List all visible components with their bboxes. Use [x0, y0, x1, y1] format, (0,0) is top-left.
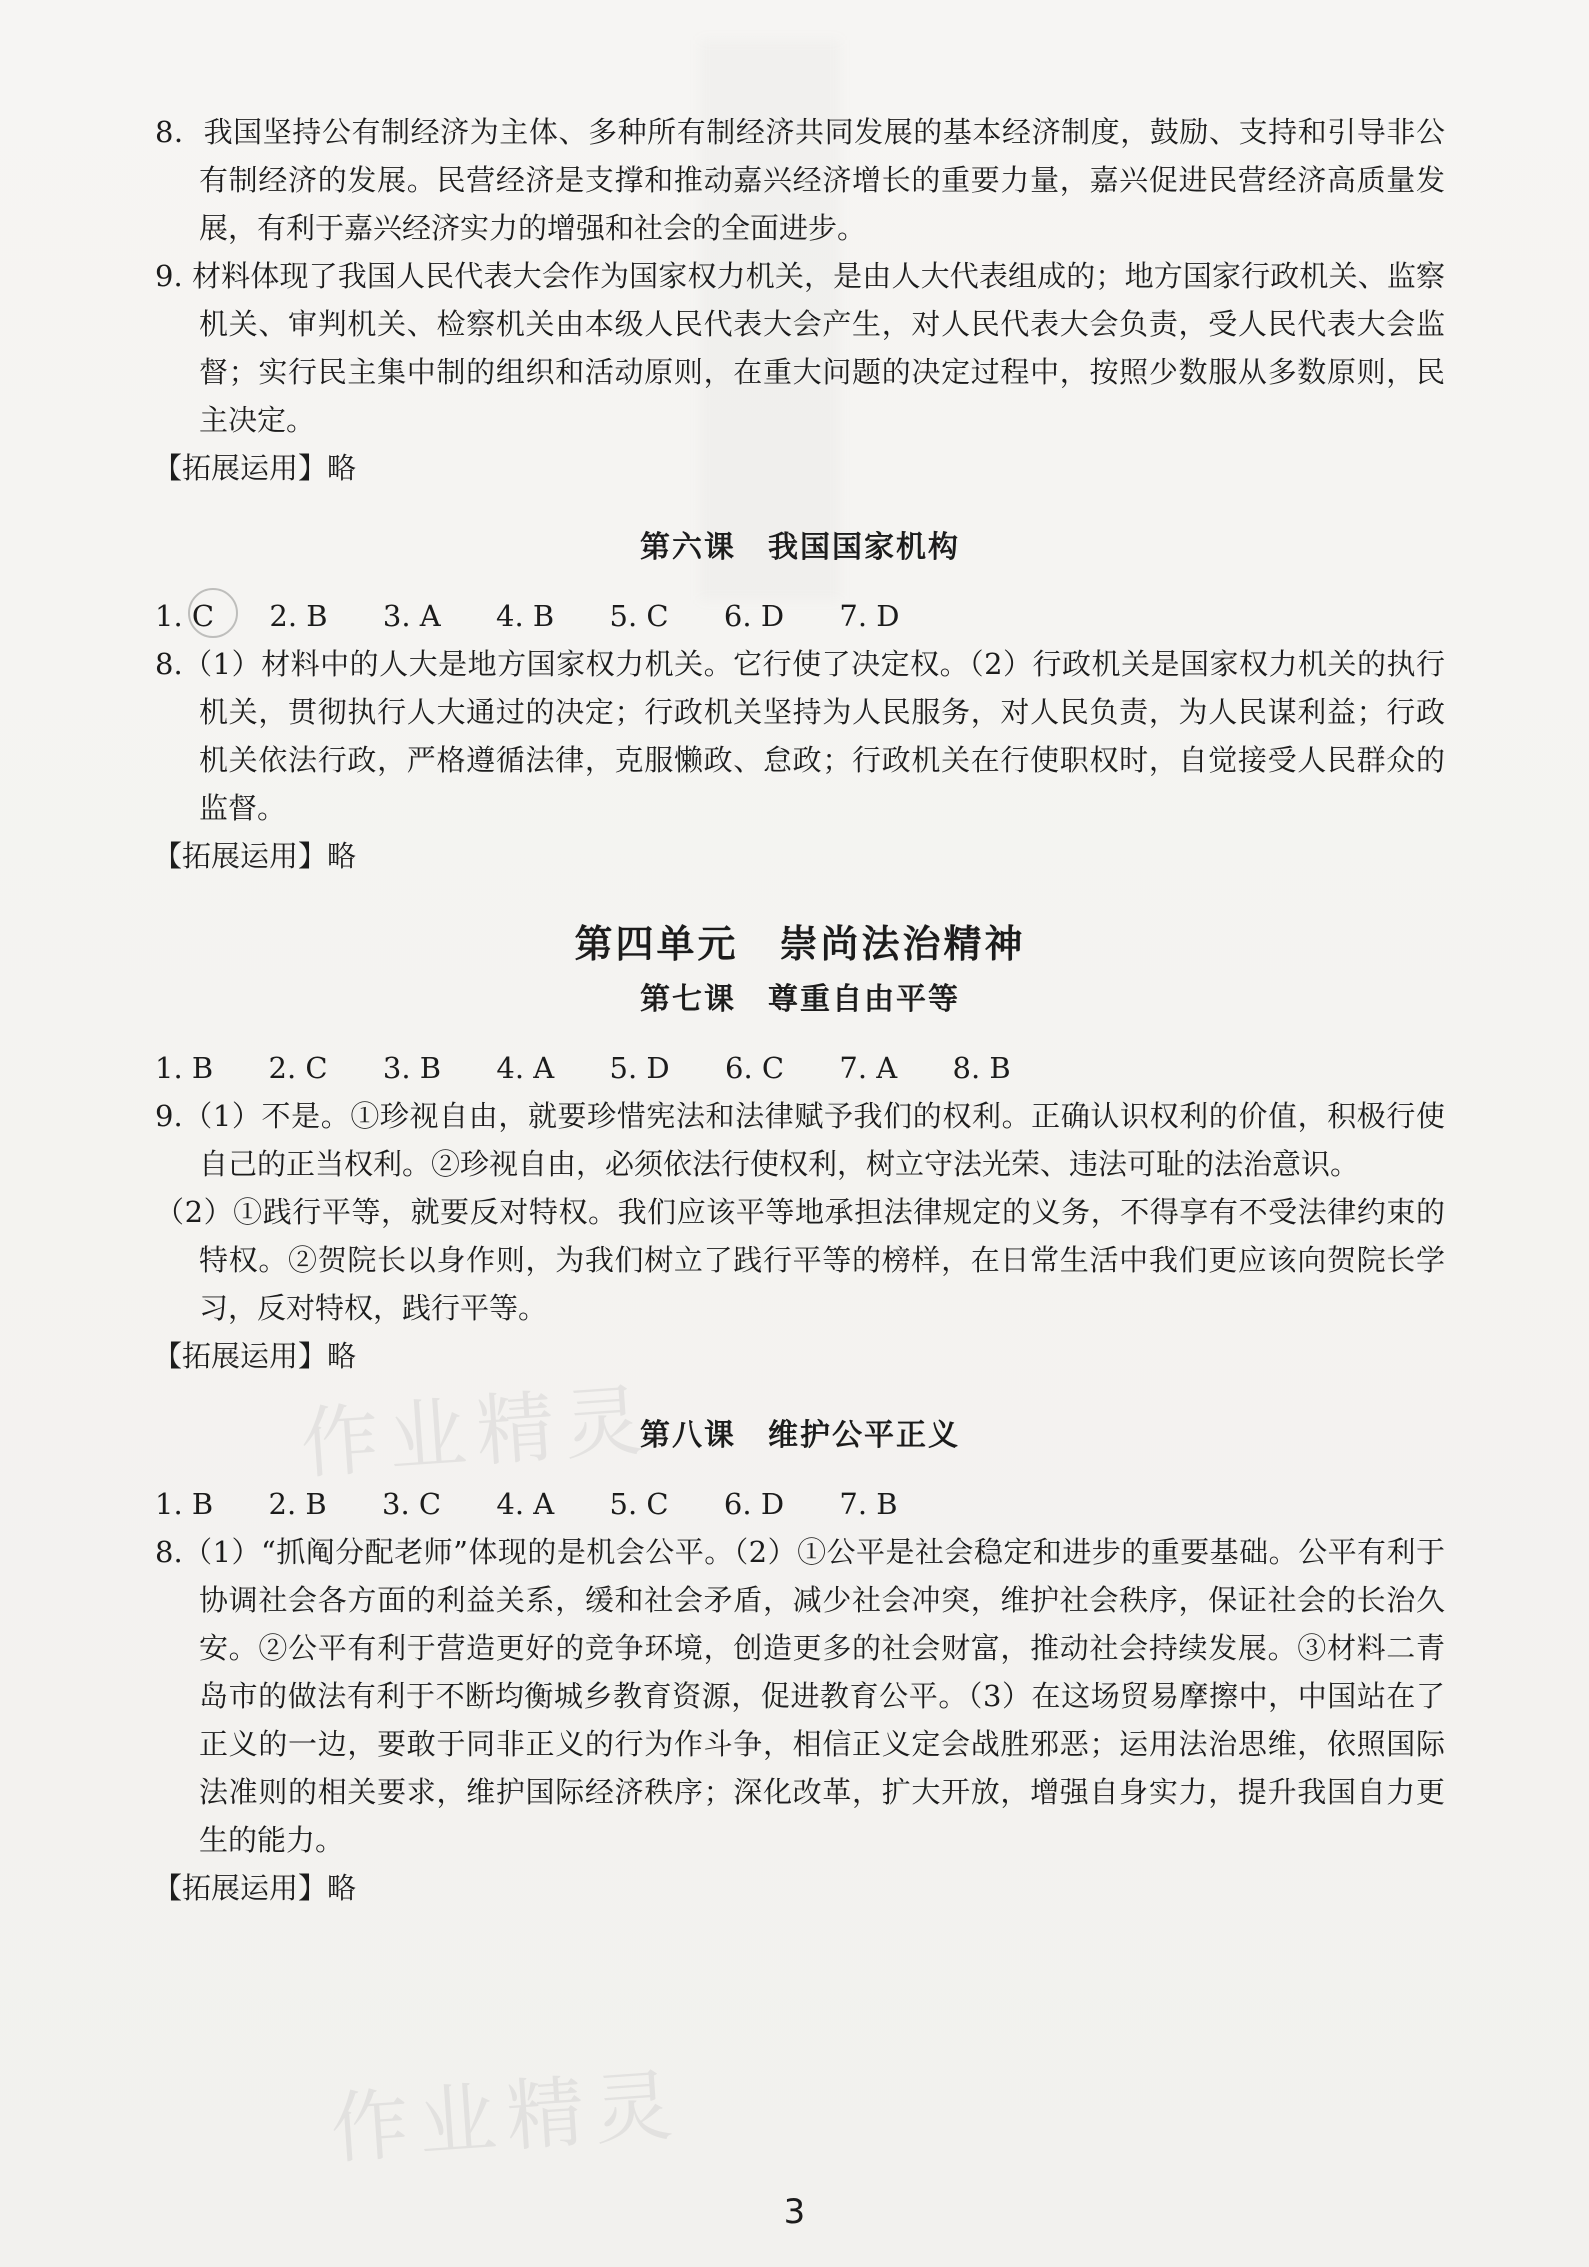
lesson-7-choice-answers: 1. B 2. C 3. B 4. A 5. D 6. C 7. A 8. B	[155, 1051, 1011, 1085]
lesson-8-choice-answers: 1. B 2. B 3. C 4. A 5. C 6. D 7. B	[155, 1487, 898, 1521]
lesson-8-title: 第八课 维护公平正义	[640, 1418, 960, 1453]
extension-note: 【拓展运用】略	[153, 839, 357, 873]
extension-note: 【拓展运用】略	[153, 1871, 357, 1905]
question-8: 8．我国坚持公有制经济为主体、多种所有制经济共同发展的基本经济制度，鼓励、支持和引导非公有制经济的发展。民营经济是支撑和推动嘉兴经济增长的重要力量，嘉兴促进民营经济高质量发展，有利于嘉兴经济实力的增强和社会的全面进步。	[155, 115, 1445, 245]
extension-note: 【拓展运用】略	[153, 451, 357, 485]
watermark: 作业精灵	[297, 1375, 656, 1491]
question-9: 9. 材料体现了我国人民代表大会作为国家权力机关，是由人大代表组成的；地方国家行政机关、监察机关、审判机关、检察机关由本级人民代表大会产生，对人民代表大会负责，受人民代表大会监督；实行民主集中制的组织和活动原则，在重大问题的决定过程中，按照少数服从多数原则，民主决定。	[155, 259, 1445, 437]
lesson-7-question-9-part-1: 9.（1）不是。①珍视自由，就要珍惜宪法和法律赋予我们的权利。正确认识权利的价值，积极行使自己的正当权利。②珍视自由，必须依法行使权利，树立守法光荣、违法可耻的法治意识。	[155, 1099, 1445, 1181]
lesson-7-question-9-part-2: （2）①践行平等，就要反对特权。我们应该平等地承担法律规定的义务，不得享有不受法律约束的特权。②贺院长以身作则，为我们树立了践行平等的榜样，在日常生活中我们更应该向贺院长学习，反对特权，践行平等。	[155, 1195, 1445, 1325]
page-number: 3	[783, 2192, 806, 2232]
extension-note: 【拓展运用】略	[153, 1339, 357, 1373]
unit-4-title: 第四单元 崇尚法治精神	[574, 922, 1026, 966]
lesson-6-question-8: 8.（1）材料中的人大是地方国家权力机关。它行使了决定权。（2）行政机关是国家权力机关的执行机关，贯彻执行人大通过的决定；行政机关坚持为人民服务，对人民负责，为人民谋利益；行政机关依法行政，严格遵循法律，克服懒政、怠政；行政机关在行使职权时，自觉接受人民群众的监督。	[155, 647, 1445, 825]
lesson-8-question-8: 8.（1）“抓阄分配老师”体现的是机会公平。（2）①公平是社会稳定和进步的重要基础。公平有利于协调社会各方面的利益关系，缓和社会矛盾，减少社会冲突，维护社会秩序，保证社会的长治久安。②公平有利于营造更好的竞争环境，创造更多的社会财富，推动社会持续发展。③材料二青岛市的做法有利于不断均衡城乡教育资源，促进教育公平。（3）在这场贸易摩擦中，中国站在了正义的一边，要敢于同非正义的行为作斗争，相信正义定会战胜邪恶；运用法治思维，依照国际法准则的相关要求，维护国际经济秩序；深化改革，扩大开放，增强自身实力，提升我国自力更生的能力。	[155, 1535, 1445, 1857]
lesson-6-choice-answers: 1. C 2. B 3. A 4. B 5. C 6. D 7. D	[155, 599, 900, 633]
answer-content	[155, 108, 1445, 1912]
lesson-6-title: 第六课 我国国家机构	[640, 530, 960, 565]
watermark: 作业精灵	[327, 2060, 686, 2176]
lesson-7-title: 第七课 尊重自由平等	[640, 982, 960, 1017]
